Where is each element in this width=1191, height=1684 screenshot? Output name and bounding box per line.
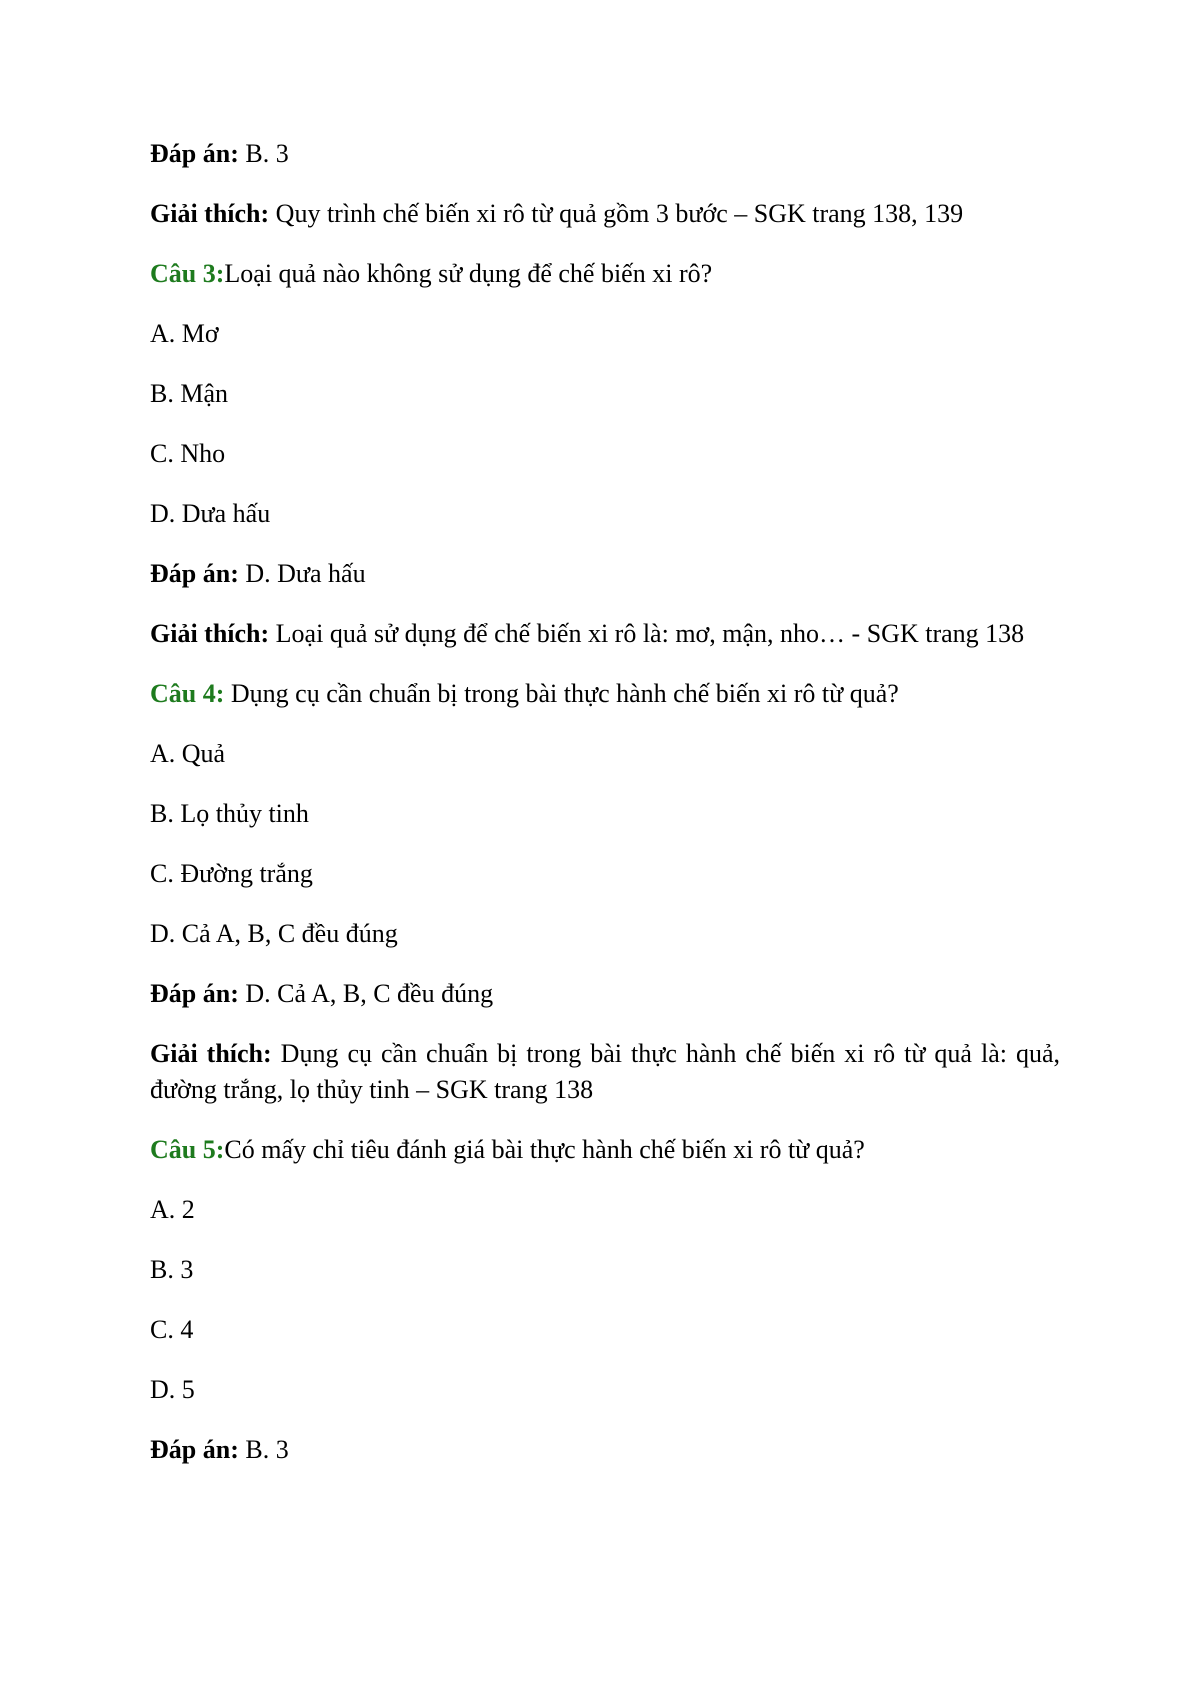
- question-text: Loại quả nào không sử dụng để chế biến xi rô?: [224, 259, 713, 288]
- option-a: A. Mơ: [150, 319, 219, 348]
- document-page: [150, 136, 1060, 1492]
- answer-label: Đáp án:: [150, 979, 239, 1008]
- answer-label: Đáp án:: [150, 139, 239, 168]
- answer-text: D. Cả A, B, C đều đúng: [238, 979, 494, 1008]
- explanation-label: Giải thích:: [150, 619, 270, 648]
- answer-text: D. Dưa hấu: [238, 559, 366, 588]
- option-c: C. Nho: [150, 439, 226, 468]
- option-b: B. Mận: [150, 379, 228, 408]
- answer-q5: [150, 1432, 1060, 1468]
- explanation-label: Giải thích:: [150, 199, 270, 228]
- option-a: A. 2: [150, 1195, 195, 1224]
- question-5: [150, 1132, 1060, 1168]
- option-b: B. Lọ thủy tinh: [150, 799, 309, 828]
- answer-q3: [150, 556, 1060, 592]
- option-b: B. 3: [150, 1255, 194, 1284]
- explanation-q4: [150, 1036, 1060, 1108]
- option-a: A. Quả: [150, 739, 226, 768]
- option-d: D. Cả A, B, C đều đúng: [150, 919, 398, 948]
- explanation-q3: [150, 616, 1060, 652]
- option-c: C. 4: [150, 1315, 194, 1344]
- explanation-text: Dụng cụ cần chuẩn bị trong bài thực hành chế biến xi rô từ quả là: quả, đường trắng, lọ thủy tinh – SGK trang 138: [150, 1039, 1060, 1104]
- question-label: Câu 5:: [150, 1135, 225, 1164]
- answer-label: Đáp án:: [150, 1435, 239, 1464]
- answer-label: Đáp án:: [150, 559, 239, 588]
- question-4: [150, 676, 1060, 712]
- explanation-text: Quy trình chế biến xi rô từ quả gồm 3 bước – SGK trang 138, 139: [269, 199, 964, 228]
- answer-text: B. 3: [238, 139, 289, 168]
- question-text: Dụng cụ cần chuẩn bị trong bài thực hành chế biến xi rô từ quả?: [224, 679, 899, 708]
- answer-q2: [150, 136, 1060, 172]
- question-label: Câu 3:: [150, 259, 225, 288]
- option-d: D. 5: [150, 1375, 195, 1404]
- explanation-q2: [150, 196, 1060, 232]
- explanation-label: Giải thích:: [150, 1039, 272, 1068]
- explanation-text: Loại quả sử dụng để chế biến xi rô là: mơ, mận, nho… - SGK trang 138: [269, 619, 1025, 648]
- answer-text: B. 3: [238, 1435, 289, 1464]
- option-c: C. Đường trắng: [150, 859, 313, 888]
- option-d: D. Dưa hấu: [150, 499, 271, 528]
- answer-q4: [150, 976, 1060, 1012]
- question-text: Có mấy chỉ tiêu đánh giá bài thực hành chế biến xi rô từ quả?: [224, 1135, 865, 1164]
- question-3: [150, 256, 1060, 292]
- question-label: Câu 4:: [150, 679, 225, 708]
